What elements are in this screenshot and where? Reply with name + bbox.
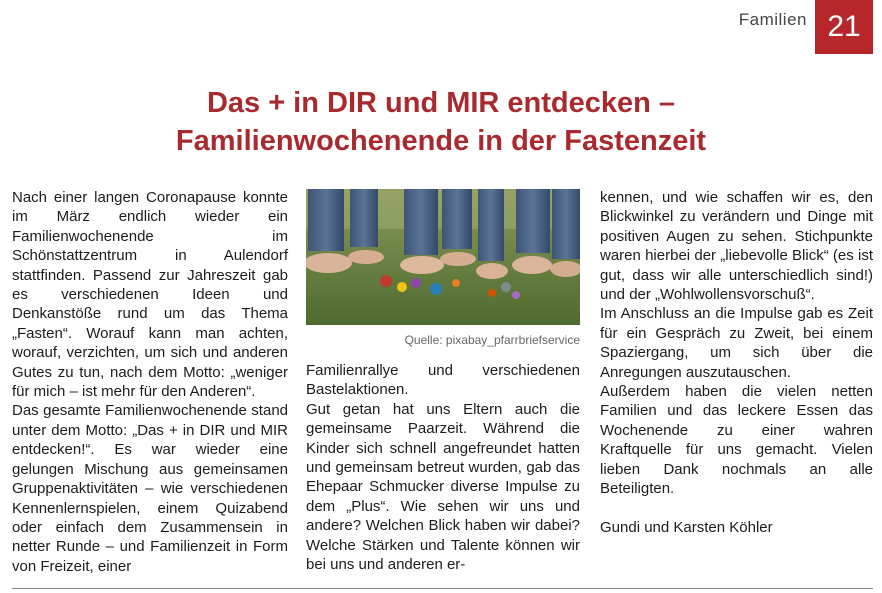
section-label: Familien (738, 10, 807, 29)
paragraph: Außerdem haben die vielen netten Familien und das leckere Essen das Wochenende zu einer wahren Kraftquelle für uns gemacht. Vielen lieben Dank nochmals an alle Beteiligten. (600, 383, 873, 498)
article-column-1 (12, 188, 288, 576)
paragraph: Familienrallye und verschiedenen Bastelaktionen. (306, 362, 580, 399)
title-line-1: Das + in DIR und MIR entdecken – (206, 87, 676, 119)
title-line-2: Familienwochenende in der Fastenzeit (175, 125, 707, 157)
article-title (0, 84, 882, 160)
page-number: 21 (815, 0, 873, 54)
author-signature: Gundi und Karsten Köhler (600, 518, 773, 536)
article-column-3 (600, 188, 873, 537)
photo-caption: Quelle: pixabay_pfarrbriefservice (404, 333, 580, 347)
paragraph: kennen, und wie schaffen wir es, den Blickwinkel zu verändern und Dinge mit positiven Augen zu sehen. Stichpunkte waren hierbei der „liebevolle Blick“ (es ist gut, dass wir alle unterschiedlich sind!) und der „Wohlwollensvorschuß“. (600, 189, 873, 304)
bottom-rule (12, 588, 873, 589)
feet-photo-illustration (306, 189, 580, 325)
article-photo (306, 189, 580, 325)
paragraph: Gut getan hat uns Eltern auch die gemeinsame Paarzeit. Während die Kinder sich schnell angefreundet hatten und gemeinsam betreut wurden, gab das Ehepaar Schmucker diverse Impulse zu dem „Plus“. Wie sehen wir uns und andere? Welchen Blick haben wir dabei? Welche Stärken und Talente können wir bei uns und anderen er- (306, 400, 580, 574)
paragraph: Das gesamte Familienwochenende stand unter dem Motto: „Das + in DIR und MIR entdecken!“. Es war wieder eine gelungen Mischung aus gemeinsamen Gruppenaktivitäten – wie verschiedenen Kennenlernspielen, einem Quizabend oder einfach dem Zusammensein in netter Runde – und Familienzeit in Form von Freizeit, einer (12, 402, 288, 575)
paragraph: Nach einer langen Coronapause konnte im März endlich wieder ein Familienwochenende im Schönstattzentrum in Aulendorf stattfinden. Passend zur Jahreszeit gab es verschiedenen Ideen und Denkanstöße rund um das Thema „Fasten“. Worauf kann man achten, worauf, verzichten, um sich und anderen Gutes zu tun, nach dem Motto: „weniger für mich – ist mehr für den Anderen“. (12, 189, 288, 401)
paragraph: Im Anschluss an die Impulse gab es Zeit für ein Gespräch zu Zweit, bei einem Spaziergang, um sich über die Anregungen auszutauschen. (600, 305, 873, 381)
article-column-2 (306, 361, 580, 574)
